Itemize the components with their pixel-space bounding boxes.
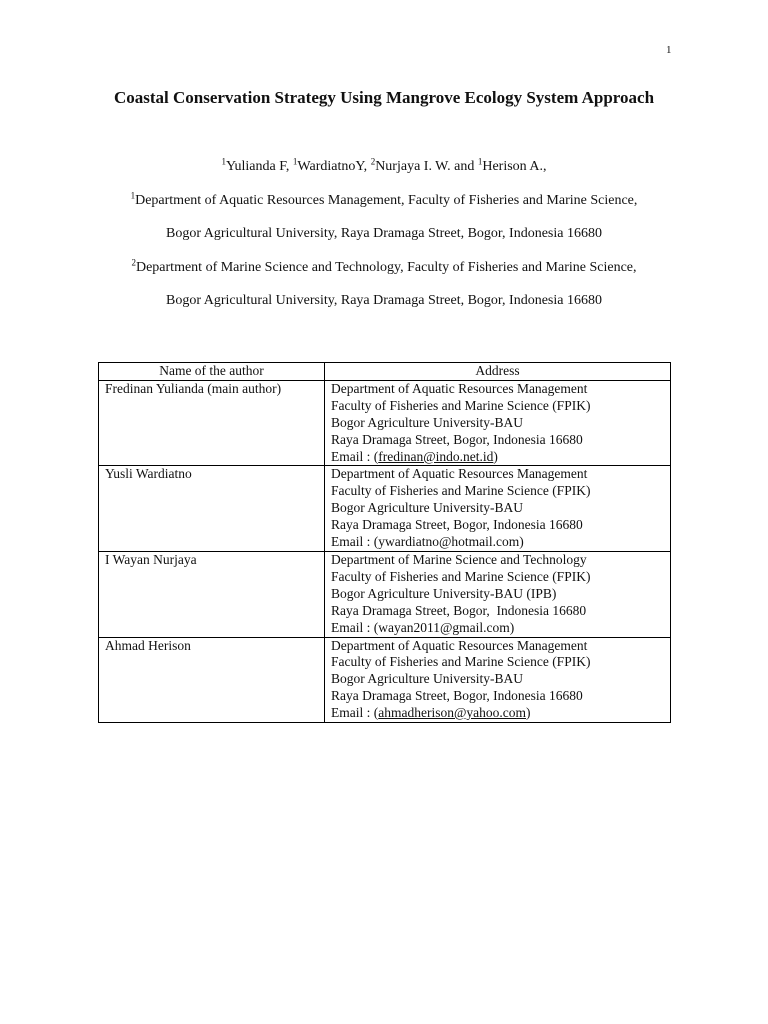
author-address-cell: [325, 466, 671, 552]
address-line: Faculty of Fisheries and Marine Science (FPIK): [331, 483, 591, 499]
affiliation-1-address: Bogor Agricultural University, Raya Dramaga Street, Bogor, Indonesia 16680: [166, 226, 602, 241]
author-name-cell: Ahmad Herison: [99, 637, 325, 723]
header-address: Address: [325, 363, 671, 381]
address-line: Raya Dramaga Street, Bogor, Indonesia 16680: [331, 431, 583, 447]
author-name: WardiatnoY,: [297, 159, 371, 174]
affiliation-mark: 1: [130, 190, 136, 201]
email-line: [331, 620, 670, 637]
email-prefix: Email : (: [331, 619, 379, 635]
address-line: Raya Dramaga Street, Bogor, Indonesia 16680: [331, 517, 583, 533]
affiliation-department-text: Department of Marine Science and Technology, Faculty of Fisheries and Marine Science,: [135, 260, 637, 275]
email-suffix: ): [493, 448, 498, 464]
author-line: [0, 156, 768, 175]
affiliation-1-department: [0, 190, 768, 209]
email-line: [331, 449, 670, 466]
author-name: Herison A.,: [482, 159, 547, 174]
address-line: Bogor Agriculture University-BAU: [331, 414, 523, 430]
author-affiliation-mark: 2: [370, 156, 376, 167]
address-line: Bogor Agriculture University-BAU: [331, 671, 523, 687]
table-row: [99, 637, 671, 723]
email-text[interactable]: wayan2011@gmail.com: [378, 619, 510, 635]
table-row: [99, 380, 671, 466]
email-suffix: ): [509, 619, 515, 635]
email-text[interactable]: ywardiatno@hotmail.com: [378, 534, 520, 550]
author-name-cell: I Wayan Nurjaya: [99, 551, 325, 637]
email-link[interactable]: fredinan@indo.net.id: [378, 448, 494, 464]
table-row: [99, 466, 671, 552]
author-address-cell: [325, 637, 671, 723]
email-prefix: Email : (: [331, 534, 379, 550]
address-line: Department of Aquatic Resources Management: [331, 380, 588, 396]
author-affiliation-mark: 1: [292, 156, 298, 167]
address-line: Raya Dramaga Street, Bogor, Indonesia 16680: [331, 688, 583, 704]
address-line: Faculty of Fisheries and Marine Science (FPIK): [331, 654, 591, 670]
author-address-table: [98, 362, 671, 723]
author-address-cell: [325, 380, 671, 466]
email-link[interactable]: ahmadherison@yahoo.com: [378, 705, 527, 721]
author-affiliation-mark: 1: [477, 156, 483, 167]
author-name: Yulianda F,: [225, 159, 293, 174]
table-header-row: [99, 363, 671, 381]
address-line: Department of Aquatic Resources Management: [331, 466, 588, 482]
email-prefix: Email : (: [331, 705, 379, 721]
address-line: Department of Marine Science and Technology: [331, 551, 587, 567]
affiliation-mark: 2: [131, 257, 136, 268]
page-number: 1: [666, 44, 672, 56]
affiliation-2-department: [0, 257, 768, 276]
email-line: [331, 534, 670, 551]
address-line: Faculty of Fisheries and Marine Science (FPIK): [331, 397, 591, 413]
email-line: [331, 705, 670, 722]
email-prefix: Email : (: [331, 448, 379, 464]
affiliation-department-text: Department of Aquatic Resources Management, Faculty of Fisheries and Marine Science,: [135, 193, 638, 208]
address-line: Faculty of Fisheries and Marine Science (FPIK): [331, 568, 591, 584]
address-line: Raya Dramaga Street, Bogor, Indonesia 16680: [331, 602, 587, 618]
affiliation-2-address: Bogor Agricultural University, Raya Dramaga Street, Bogor, Indonesia 16680: [166, 293, 602, 308]
email-suffix: ): [526, 705, 531, 721]
address-line: Bogor Agriculture University-BAU: [331, 500, 523, 516]
paper-title: Coastal Conservation Strategy Using Mangrove Ecology System Approach: [113, 88, 655, 107]
author-affiliation-mark: 1: [221, 156, 226, 167]
author-address-cell: [325, 551, 671, 637]
address-line: Department of Aquatic Resources Management: [331, 637, 588, 653]
email-suffix: ): [519, 534, 524, 550]
address-line: Bogor Agriculture University-BAU (IPB): [331, 585, 557, 601]
table-row: [99, 551, 671, 637]
author-name: Nurjaya I. W. and: [375, 159, 478, 174]
header-name-of-author: Name of the author: [99, 363, 325, 381]
author-name-cell: Fredinan Yulianda (main author): [99, 380, 325, 466]
author-name-cell: Yusli Wardiatno: [99, 466, 325, 552]
